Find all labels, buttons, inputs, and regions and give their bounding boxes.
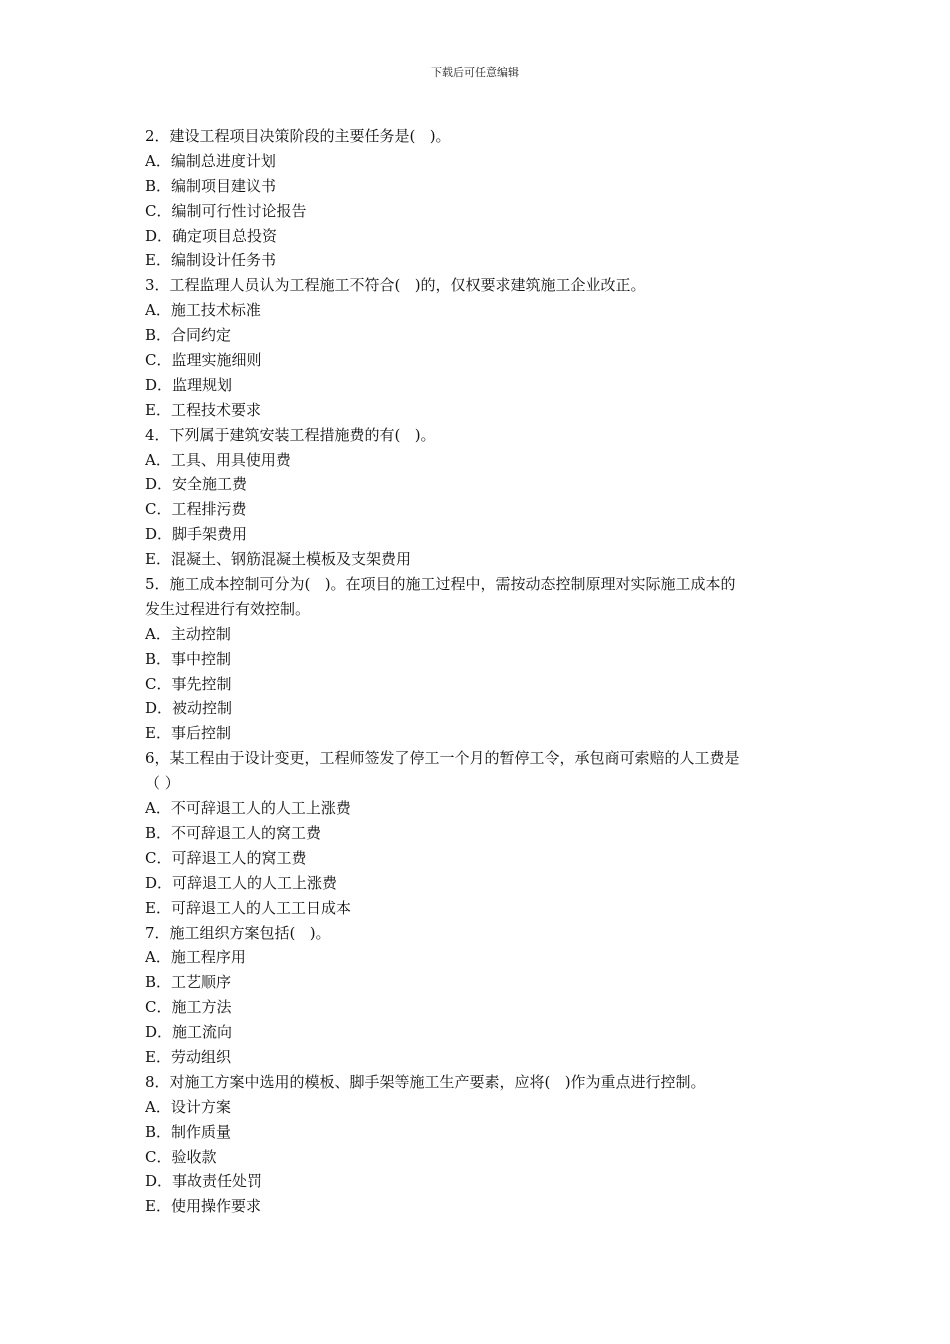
question-8 xyxy=(145,1070,810,1219)
option-d: D．被动控制 xyxy=(145,699,233,718)
option-e: E．编制设计任务书 xyxy=(145,251,276,270)
option-c: C．可辞退工人的窝工费 xyxy=(145,848,307,867)
question-stem-continued: 发生过程进行有效控制。 xyxy=(145,599,311,618)
option-d: D．施工流向 xyxy=(145,1023,233,1042)
option-c: C．事先控制 xyxy=(145,674,232,693)
question-stem: 5．施工成本控制可分为( )。在项目的施工过程中，需按动态控制原理对实际施工成本的 xyxy=(145,575,736,594)
option-d: D．监理规划 xyxy=(145,375,233,394)
option-b: B．事中控制 xyxy=(145,649,232,668)
option-d: D．可辞退工人的人工上涨费 xyxy=(145,873,338,892)
question-stem-continued: （ ） xyxy=(145,774,180,793)
option-d: D．确定项目总投资 xyxy=(145,226,278,245)
question-stem: 8．对施工方案中选用的模板、脚手架等施工生产要素，应将( )作为重点进行控制。 xyxy=(145,1072,706,1091)
option-a: A．施工程序用 xyxy=(145,948,246,967)
option-a: A．设计方案 xyxy=(145,1097,231,1116)
question-4 xyxy=(145,423,810,572)
option-a: A．不可辞退工人的人工上涨费 xyxy=(145,799,351,818)
question-stem: 3．工程监理人员认为工程施工不符合( )的，仅权要求建筑施工企业改正。 xyxy=(145,276,646,295)
option-e: E．可辞退工人的人工工日成本 xyxy=(145,898,351,917)
question-2 xyxy=(145,124,810,273)
question-stem: 4．下列属于建筑安装工程措施费的有( )。 xyxy=(145,425,436,444)
option-e: E．混凝土、钢筋混凝土模板及支架费用 xyxy=(145,550,411,569)
option-d: D．事故责任处罚 xyxy=(145,1172,263,1191)
option-d: D．脚手架费用 xyxy=(145,525,248,544)
option-a: A．工具、用具使用费 xyxy=(145,450,291,469)
question-7 xyxy=(145,921,810,1070)
option-b: B．工艺顺序 xyxy=(145,973,232,992)
option-e: E．使用操作要求 xyxy=(145,1197,261,1216)
option-c: C．施工方法 xyxy=(145,998,232,1017)
question-3 xyxy=(145,273,810,422)
question-stem: 7．施工组织方案包括( )。 xyxy=(145,923,331,942)
question-stem: 2．建设工程项目决策阶段的主要任务是( )。 xyxy=(145,127,451,145)
option-e: E．事后控制 xyxy=(145,724,231,743)
option-e: E．工程技术要求 xyxy=(145,400,261,419)
option-c: C．编制可行性讨论报告 xyxy=(145,201,307,220)
option-e: E．劳动组织 xyxy=(145,1047,231,1066)
option-b: B．合同约定 xyxy=(145,326,232,345)
option-b: B．编制项目建议书 xyxy=(145,176,277,195)
question-list xyxy=(145,124,810,1219)
option-a: A．编制总进度计划 xyxy=(145,151,276,170)
question-6 xyxy=(145,746,810,920)
option-b: B．不可辞退工人的窝工费 xyxy=(145,823,322,842)
option-b: B．制作质量 xyxy=(145,1122,232,1141)
option-a: A．主动控制 xyxy=(145,624,231,643)
question-5 xyxy=(145,572,810,746)
option-c: C．验收款 xyxy=(145,1147,217,1166)
option-c: C．工程排污费 xyxy=(145,500,247,519)
option-c: C．监理实施细则 xyxy=(145,351,262,370)
option-a: A．施工技术标准 xyxy=(145,301,261,320)
page-header: 下载后可任意编辑 xyxy=(431,66,519,79)
option-d-first: D．安全施工费 xyxy=(145,475,248,494)
question-stem: 6，某工程由于设计变更，工程师签发了停工一个月的暂停工令，承包商可索赔的人工费是 xyxy=(145,749,740,768)
